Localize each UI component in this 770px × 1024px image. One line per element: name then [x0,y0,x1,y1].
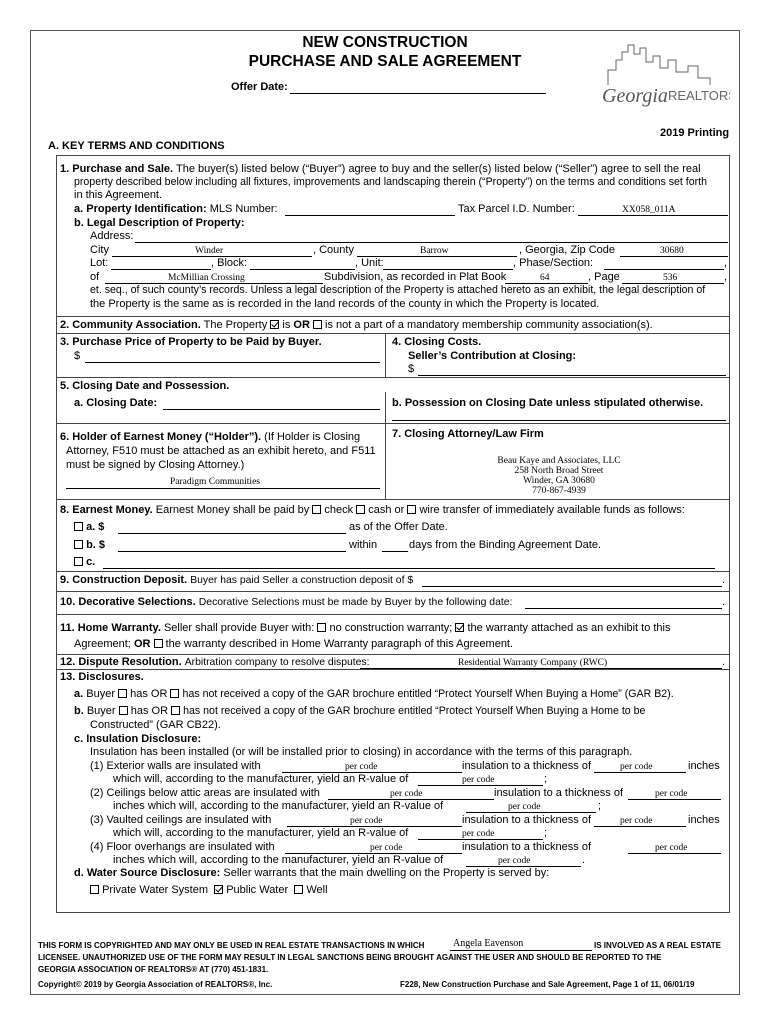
b2-has-checkbox[interactable] [118,689,127,698]
s5-heading: 5. Closing Date and Possession. [60,380,230,392]
s12-row: 12. Dispute Resolution. Arbitration company to resolve disputes: [60,656,370,668]
footer-form-id: F228, New Construction Purchase and Sale Agreement, Page 1 of 11, 06/01/19 [400,980,695,989]
unit-label: , Unit: [355,257,384,269]
address-field[interactable] [135,242,728,243]
page-label: , Page [588,271,620,283]
address-label: Address: [90,230,134,242]
ins2-thickness-value: per code [655,789,688,799]
zip-field[interactable] [620,256,728,257]
county-label: , County [313,244,354,256]
earnest-b-days-field[interactable] [382,551,408,552]
s6-line1: 6. Holder of Earnest Money (“Holder”). (If Holder is Closing [60,431,361,443]
insulation-label: c. Insulation Disclosure: [74,733,202,745]
earnest-wire-checkbox[interactable] [407,505,416,514]
city-value: Winder [195,246,224,256]
ins4-thickness-field[interactable] [628,853,721,854]
form-title-line2: PURCHASE AND SALE AGREEMENT [248,53,522,70]
phase-label: , Phase/Section: [513,257,594,269]
section-a-heading: A. KEY TERMS AND CONDITIONS [48,140,225,152]
s1-line4: et. seq., of such county’s records. Unless a legal description of the Property is attached hereto as an exhibit, the legal description of [90,284,706,296]
city-label: City [90,244,109,256]
earnest-check-checkbox[interactable] [312,505,321,514]
subdivision-value: McMillian Crossing [168,273,245,283]
dispute-resolution-field[interactable] [360,668,722,669]
earnest-c-field[interactable] [103,568,715,569]
b2-has-not-checkbox[interactable] [170,689,179,698]
ins1-rvalue-field[interactable] [418,785,543,786]
block-label: , Block: [211,257,248,269]
tax-parcel-value: XX058_011A [622,205,676,215]
ins3-thickness-field[interactable] [594,826,686,827]
s13-a-row: a. Buyer has OR has not received a copy of the GAR brochure entitled “Protect Yourself When Buying a Home” (GAR B2). [74,688,674,700]
s8-a-row: a. $ [74,521,104,534]
ins2-material-value: per code [390,789,423,799]
ins1-thickness-field[interactable] [594,772,686,773]
water-source-row: d. Water Source Disclosure: Seller warrants that the main dwelling on the Property is served by: [74,867,550,879]
legal-description-label: b. Legal Description of Property: [74,217,245,229]
ins1-material-value: per code [345,762,378,772]
s13-b-row: b. Buyer has OR has not received a copy of the GAR brochure entitled “Protect Yourself When Buying a Home to be [74,705,646,717]
footer-line2: LICENSEE. UNAUTHORIZED USE OF THE FORM MAY RESULT IN LEGAL SANCTIONS BEING BROUGHT AGAINST THE USER AND SHOULD BE REPORTED TO THE [38,953,662,962]
s13-b-row2: Constructed” (GAR CB22). [90,719,221,731]
svg-text:Georgia: Georgia [602,85,668,107]
earnest-a-amount-field[interactable] [118,533,346,534]
possession-field[interactable] [392,420,726,421]
licensee-value: Angela Eavenson [453,938,524,949]
ins3-b: insulation to a thickness of [462,814,592,826]
georgia-realtors-logo [598,40,730,110]
s8-b-row: b. $ [74,539,105,552]
phase-field[interactable] [604,269,724,270]
s4-heading: 4. Closing Costs. [392,336,482,348]
page-value: 536 [663,273,678,283]
ins3-c: inches [688,814,720,826]
s8-row: 8. Earnest Money. Earnest Money shall be paid by check cash or wire transfer of immediately available funds as follows: [60,504,685,516]
ins3-d: which will, according to the manufacturer, yield an R-value of [113,827,409,839]
s13-heading: 13. Disclosures. [60,671,144,683]
dispute-resolution-value: Residential Warranty Company (RWC) [458,658,608,668]
s4-dollar: $ [408,363,415,375]
s6-line2: Attorney, F510 must be attached as an exhibit hereto, and F511 [66,445,376,457]
s11-row2: Agreement; OR the warranty described in Home Warranty paragraph of this Agreement. [74,638,514,650]
s8-c-row: c. [74,556,95,569]
s3-dollar: $ [74,350,81,362]
attached-warranty-checkbox[interactable] [455,623,464,632]
seller-contribution-field[interactable] [418,375,726,376]
lot-label: Lot: [90,257,109,269]
s1-line5: the Property is the same as is recorded in the land records of the county in which the Property is located. [90,298,600,310]
holder-value: Paradigm Communities [170,477,260,487]
well-checkbox[interactable] [294,885,303,894]
s11-row1: 11. Home Warranty. Seller shall provide Buyer with: no construction warranty; the warranty attached as an exhibit to this [60,622,671,634]
footer-copyright: Copyright© 2019 by Georgia Association of REALTORS®, Inc. [38,980,273,989]
attorney-city: Winder, GA 30680 [523,476,595,486]
ins1-c: inches [688,760,720,772]
s8-b-suffix: days from the Binding Agreement Date. [409,539,601,551]
footer-line1-b: IS INVOLVED AS A REAL ESTATE [594,941,721,950]
attorney-firm: Beau Kaye and Associates, LLC [497,456,621,466]
s8-a-suffix: as of the Offer Date. [349,521,448,533]
footer-line3: GEORGIA ASSOCIATION OF REALTORS® AT (770) 451-1831. [38,965,269,974]
s1-line1: 1. Purchase and Sale. The buyer(s) listed below (“Buyer”) agree to buy and the seller(s) listed below (“Seller”) agree to sell the real [60,163,701,175]
association-is-not-checkbox[interactable] [313,320,322,329]
cb22-has-not-checkbox[interactable] [171,706,180,715]
ins1-a: (1) Exterior walls are insulated with [90,760,261,772]
earnest-cash-checkbox[interactable] [356,505,365,514]
ins3-material-value: per code [350,816,383,826]
lot-field[interactable] [111,269,211,270]
public-water-checkbox[interactable] [214,885,223,894]
ins2-rvalue-value: per code [508,802,541,812]
ins3-thickness-value: per code [620,816,653,826]
water-source-options: Private Water System Public Water Well [90,884,328,897]
county-value: Barrow [420,246,449,256]
ins2-a: (2) Ceilings below attic areas are insulated with [90,787,320,799]
unit-field[interactable] [383,269,513,270]
form-title-line1: NEW CONSTRUCTION [302,34,468,51]
closing-date-field[interactable] [163,409,380,410]
private-water-checkbox[interactable] [90,885,99,894]
s3-heading: 3. Purchase Price of Property to be Paid by Buyer. [60,336,322,348]
ins4-a: (4) Floor overhangs are insulated with [90,841,275,853]
zip-value: 30680 [660,246,684,256]
earnest-c-checkbox[interactable] [74,557,83,566]
ins2-rvalue-field[interactable] [466,812,596,813]
s10-row: 10. Decorative Selections. Decorative Selections must be made by Buyer by the following date: [60,596,513,608]
earnest-a-checkbox[interactable] [74,522,83,531]
ins4-material-value: per code [370,843,403,853]
ins1-rvalue-value: per code [462,775,495,785]
cb22-has-checkbox[interactable] [119,706,128,715]
purchase-price-field[interactable] [85,362,380,363]
holder-field[interactable] [66,488,380,489]
s6-line3: must be signed by Closing Attorney.) [66,459,245,471]
ins4-d: inches which will, according to the manufacturer, yield an R-value of [113,854,444,866]
tax-parcel-label: Tax Parcel I.D. Number: [458,203,575,215]
construction-deposit-field[interactable] [422,586,722,587]
mls-number-field[interactable] [285,215,455,216]
block-field[interactable] [250,269,355,270]
ins4-b: insulation to a thickness of [462,841,592,853]
offer-date-label: Offer Date: [231,81,288,93]
s9-row: 9. Construction Deposit. Buyer has paid Seller a construction deposit of $ [60,574,414,586]
ins3-rvalue-field[interactable] [418,839,543,840]
attorney-phone: 770-867-4939 [532,486,586,496]
s1-line2: property described below including all fixtures, improvements and landscaping therein (“Property”) on the terms and conditions set forth [74,176,708,188]
ins4-thickness-value: per code [655,843,688,853]
tax-parcel-field[interactable] [578,215,728,216]
association-is-checkbox[interactable] [270,320,279,329]
s7-heading: 7. Closing Attorney/Law Firm [392,428,544,440]
no-warranty-checkbox[interactable] [317,623,326,632]
footer-line1-a: THIS FORM IS COPYRIGHTED AND MAY ONLY BE USED IN REAL ESTATE TRANSACTIONS IN WHICH [38,941,425,950]
ins4-rvalue-value: per code [498,856,531,866]
ins2-d: inches which will, according to the manufacturer, yield an R-value of [113,800,444,812]
svg-text:REALTORS: REALTORS [668,88,730,103]
property-id-row: a. Property Identification: MLS Number: [74,203,278,215]
s8-b-within: within [349,539,378,551]
ins2-thickness-field[interactable] [628,799,721,800]
subdivision-label: Subdivision, as recorded in Plat Book [324,271,507,283]
s1-line3: in this Agreement. [74,189,163,201]
closing-date-label: a. Closing Date: [74,397,158,409]
s2-row: 2. Community Association. The Property is OR is not a part of a mandatory membership community association(s). [60,319,653,331]
insulation-intro: Insulation has been installed (or will be installed prior to closing) in accordance with the terms of this paragraph. [90,746,633,758]
zip-label: , Georgia, Zip Code [519,244,615,256]
ins3-a: (3) Vaulted ceilings are insulated with [90,814,272,826]
offer-date-field[interactable] [290,93,546,94]
decorative-date-field[interactable] [525,608,722,609]
earnest-b-amount-field[interactable] [118,551,346,552]
attorney-street: 258 North Broad Street [514,466,604,476]
ins3-rvalue-value: per code [462,829,495,839]
of-label: of [90,271,100,283]
ins1-thickness-value: per code [620,762,653,772]
ins2-b: insulation to a thickness of [494,787,624,799]
possession-label: b. Possession on Closing Date unless stipulated otherwise. [392,397,704,409]
plat-book-value: 64 [540,273,550,283]
printing-year: 2019 Printing [660,127,730,139]
ins1-b: insulation to a thickness of [462,760,592,772]
s4-sub: Seller’s Contribution at Closing: [408,350,577,362]
described-warranty-checkbox[interactable] [154,639,163,648]
ins1-d: which will, according to the manufacturer, yield an R-value of [113,773,409,785]
earnest-b-checkbox[interactable] [74,540,83,549]
